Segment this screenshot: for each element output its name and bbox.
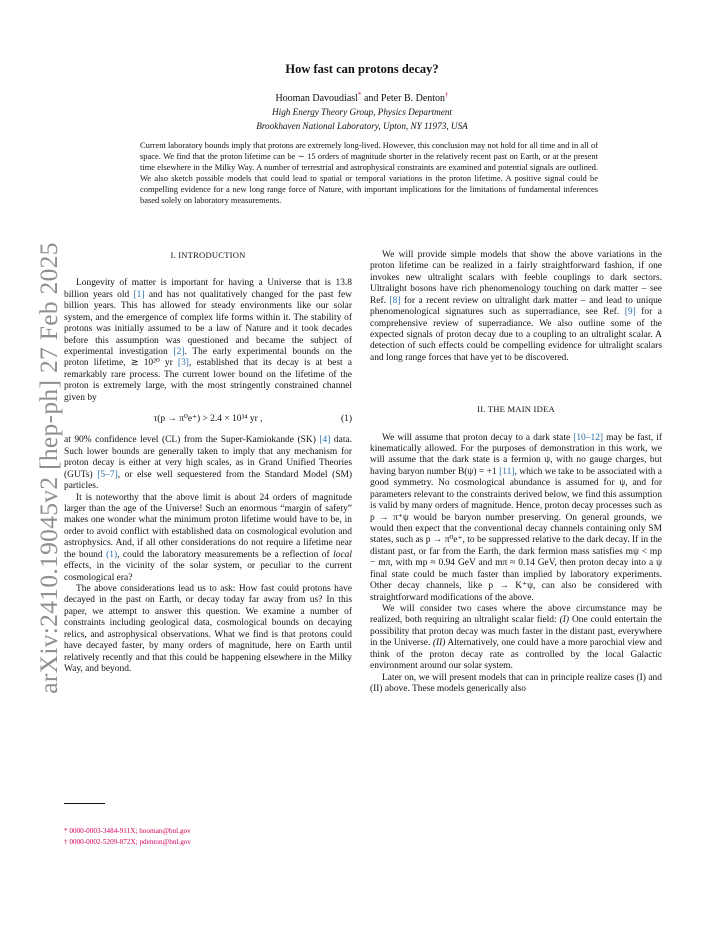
citation-link[interactable]: [10–12] xyxy=(573,432,604,443)
section-heading: I. INTRODUCTION xyxy=(170,250,246,260)
affiliation-lab: Brookhaven National Laboratory, Upton, NY 11973, USA xyxy=(256,121,468,131)
section-heading: II. THE MAIN IDEA xyxy=(477,404,555,415)
author-name[interactable]: Hooman Davoudiasl xyxy=(275,93,358,104)
author-conjunction: and xyxy=(363,93,379,104)
footnotes xyxy=(64,826,191,848)
arxiv-identifier-stamp: arXiv:2410.19045v2 [hep-ph] 27 Feb 2025 xyxy=(34,242,63,694)
footnote-marker[interactable]: † xyxy=(445,91,449,99)
equation xyxy=(64,414,352,425)
citation-link[interactable]: [2] xyxy=(173,346,185,357)
paper-title: How fast can protons decay? xyxy=(285,62,439,76)
author-line xyxy=(96,91,628,104)
paragraph: We will provide simple models that show the above variations in the proton lifetime can be realized in a fairly straightforward fashion, if one invokes new ultralight scalars with feeble couplings to dark sectors. Ultralight bosons have rich phenomenology touching on dark matter – see Ref. [8] for a recent review on ultralight dark matter – and lead to unique phenomenological signatures such as superradiance, see Ref. [9] for a comprehensive review of superradiance. We also outline some of the expected signals of proton decay due to a coupling to an ultralight scalar. A detection of such effects could be compelling evidence for ultralight scalars and long range forces that have yet to be discovered. xyxy=(370,250,662,363)
author-name[interactable]: Peter B. Denton xyxy=(380,93,446,104)
left-column xyxy=(64,250,352,675)
footnote-link[interactable]: 0000-0003-3484-911X; hooman@bnl.gov xyxy=(69,827,191,835)
paragraph: We will assume that proton decay to a dark state [10–12] may be fast, if kinematically allowed. For the purposes of demonstration in this work, we will assume that the dark state is a fermion ψ, with no gauge charges, but having baryon number B(ψ) = +1 [11], which we take to be associated with a good symmetry. No cosmological abundance is assumed for ψ, and for parameters relevant to the constraints derived below, we find this assumption is valid by many orders of magnitude. Hence, proton decay processes such as p → π⁺ψ would be baryon number preserving. On general grounds, we would then expect that the conventional decay channels containing only SM states, such as p → π⁰e⁺, to be suppressed relative to the dark decay. If in the distant past, or far from the Earth, the dark fermion mass satisfies mψ < mp − mπ, with mp ≈ 0.94 GeV and mπ ≈ 0.14 GeV, then proton decay into a ψ final state could be much faster than implied by laboratory experiments. Other decay channels, like p → K⁺ψ, can also be considered with straightforward modifications of the above. xyxy=(370,432,662,603)
footnote: † 0000-0002-5209-872X; pdenton@bnl.gov xyxy=(64,838,191,846)
footnote-marker[interactable]: * xyxy=(357,91,362,99)
affiliation-group: High Energy Theory Group, Physics Department xyxy=(272,107,452,117)
citation-link[interactable]: [11] xyxy=(499,466,515,477)
citation-link[interactable]: [5–7] xyxy=(97,469,118,480)
equation-reference-link[interactable]: (1) xyxy=(106,549,118,560)
footnote-link[interactable]: 0000-0002-5209-872X; pdenton@bnl.gov xyxy=(69,838,191,846)
footnote: * 0000-0003-3484-911X; hooman@bnl.gov xyxy=(64,827,191,835)
citation-link[interactable]: [3] xyxy=(177,358,189,369)
citation-link[interactable]: [9] xyxy=(624,307,636,318)
citation-link[interactable]: [1] xyxy=(133,289,145,300)
abstract: Current laboratory bounds imply that protons are extremely long-lived. However, this conclusion may not hold for all time and in all of space. We find that the proton lifetime can be ∼ 15 orders of magnitude shorter in the relatively recent past on Earth, or at the present time elsewhere in the Milky Way. A number of terrestrial and astrophysical constraints are examined and potential signals are outlined. We also sketch possible models that could lead to spatial or temporal variations in the proton lifetime. A positive signal could be compelling evidence for a new long range force of Nature, with important implications for the limitations of fundamental inferences based solely on laboratory measurements. xyxy=(140,140,598,206)
paragraph: The above considerations lead us to ask: How fast could protons have decayed in the past on Earth, or decay today far away from us? In this paper, we attempt to answer this question. We examine a number of constraints including geological data, cosmological bounds on decaying relics, and astrophysical observations. What we find is that protons could have decayed faster, by many orders of magnitude, here on Earth until relatively recently and that this could be happening elsewhere in the Milky Way, and beyond. xyxy=(64,583,352,674)
paper-header xyxy=(96,62,628,132)
paragraph: It is noteworthy that the above limit is about 24 orders of magnitude larger than the age of the Universe! Such an enormous “margin of safety” makes one wonder what the minimum proton lifetime would have to be, in order to avoid conflict with established data on cosmological evolution and astrophysics. And, if all other considerations do not require a lifetime near the bound (1), could the laboratory measurements be a reflection of local effects, in the vicinity of the solar system, or peculiar to the current cosmological era? xyxy=(64,492,352,583)
footnote-divider xyxy=(64,803,105,804)
equation-number: (1) xyxy=(340,414,352,425)
paragraph: at 90% confidence level (CL) from the Super-Kamiokande (SK) [4] data. Such lower bounds are generally taken to imply that any mechanism for proton decay is either at very high scales, as in Grand Unified Theories (GUTs) [5–7], or else well sequestered from the Standard Model (SM) particles. xyxy=(64,435,352,492)
equation-body: τ(p → π⁰e⁺) > 2.4 × 10³⁴ yr , xyxy=(153,414,263,425)
citation-link[interactable]: [8] xyxy=(389,295,401,306)
paragraph: We will consider two cases where the above circumstance may be realized, both requiring an ultralight scalar field: (I) One could entertain the possibility that proton decay was much faster in the distant past, everywhere in the Universe. (II) Alternatively, one could have a more parochial view and think of the proton decay rate as controlled by the local Galactic environment around our solar system. xyxy=(370,603,662,672)
citation-link[interactable]: [4] xyxy=(319,435,331,446)
paragraph: Longevity of matter is important for having a Universe that is 13.8 billion years old [1] and has not qualitatively changed for the past few billion years. This has allowed for steady environments like our solar system, and the emergence of complex life forms within it. The stability of protons was initially assumed to be a law of Nature and it took decades before this assumption was questioned and became the subject of experimental investigation [2]. The early experimental bounds on the proton lifetime, ≳ 10²⁰ yr [3], established that its decay is at best a remarkably rare process. The current lower bound on the lifetime of the proton is extremely large, with the most stringently constrained channel given by xyxy=(64,278,352,403)
right-column xyxy=(370,250,662,695)
paragraph: Later on, we will present models that can in principle realize cases (I) and (II) above. These models generically also xyxy=(370,672,662,694)
